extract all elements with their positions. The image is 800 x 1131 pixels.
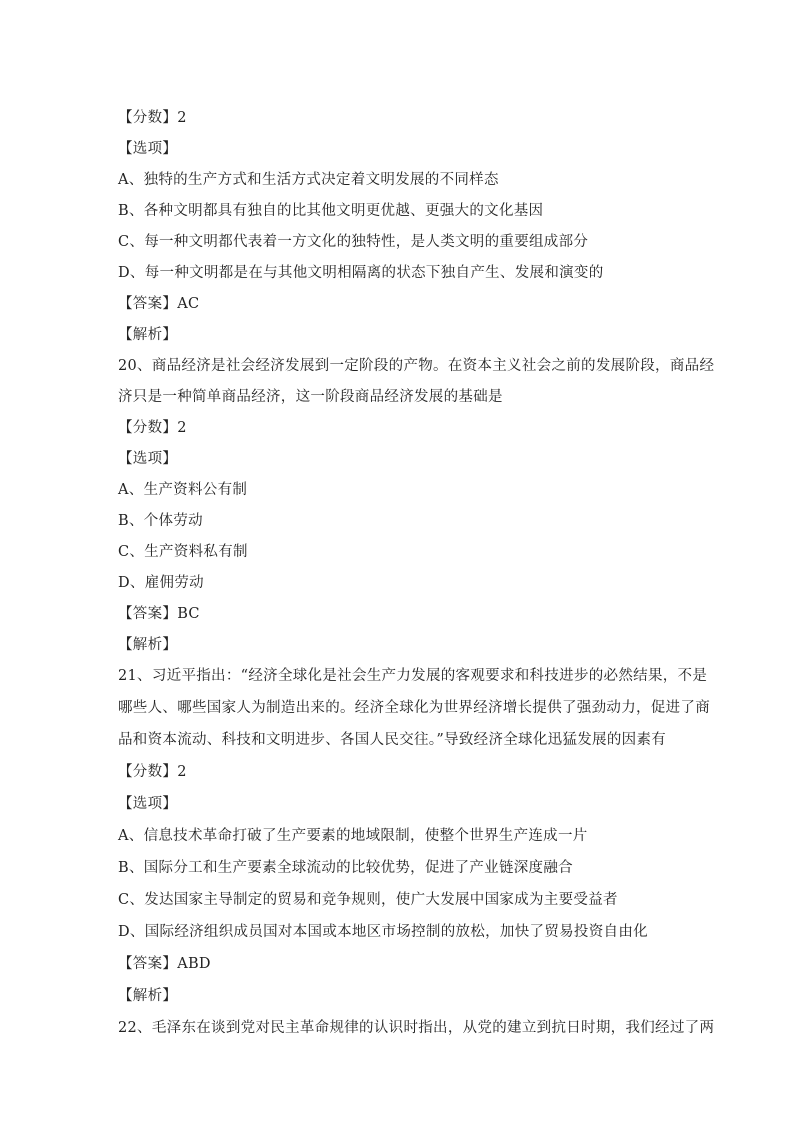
analysis-label: 【解析】 [118, 988, 178, 1004]
option-a: A、信息技术革命打破了生产要素的地域限制，使整个世界生产连成一片 [118, 828, 588, 844]
analysis-label: 【解析】 [118, 637, 178, 653]
answer-label: 【答案】ABD [118, 956, 211, 972]
analysis-label: 【解析】 [118, 327, 178, 343]
option-b: B、国际分工和生产要素全球流动的比较优势，促进了产业链深度融合 [118, 860, 573, 876]
option-c: C、每一种文明都代表着一方文化的独特性，是人类文明的重要组成部分 [118, 234, 589, 250]
score-label: 【分数】2 [118, 420, 187, 436]
question-21-line-2: 哪些人、哪些国家人为制造出来的。经济全球化为世界经济增长提供了强劲动力，促进了商 [118, 700, 710, 716]
question-22-line-1: 22、毛泽东在谈到党对民主革命规律的认识时指出，从党的建立到抗日时期，我们经过了两 [118, 1020, 715, 1036]
option-c: C、发达国家主导制定的贸易和竞争规则，使广大发展中国家成为主要受益者 [118, 892, 618, 908]
question-20-line-2: 济只是一种简单商品经济，这一阶段商品经济发展的基础是 [118, 389, 503, 405]
options-label: 【选项】 [118, 141, 178, 157]
option-a: A、独特的生产方式和生活方式决定着文明发展的不同样态 [118, 172, 499, 188]
options-label: 【选项】 [118, 796, 178, 812]
answer-label: 【答案】AC [118, 296, 200, 312]
options-label: 【选项】 [118, 451, 178, 467]
option-d: D、雇佣劳动 [118, 575, 204, 591]
option-c: C、生产资料私有制 [118, 544, 248, 560]
option-b: B、各种文明都具有独自的比其他文明更优越、更强大的文化基因 [118, 203, 544, 219]
question-21-line-3: 品和资本流动、科技和文明进步、各国人民交往。”导致经济全球化迅猛发展的因素有 [118, 732, 667, 748]
option-a: A、生产资料公有制 [118, 482, 248, 498]
score-label: 【分数】2 [118, 764, 187, 780]
option-d: D、国际经济组织成员国对本国或本地区市场控制的放松，加快了贸易投资自由化 [118, 924, 648, 940]
score-label: 【分数】2 [118, 110, 187, 126]
question-20-line-1: 20、商品经济是社会经济发展到一定阶段的产物。在资本主义社会之前的发展阶段，商品经 [118, 358, 715, 374]
option-d: D、每一种文明都是在与其他文明相隔离的状态下独自产生、发展和演变的 [118, 265, 604, 281]
question-21-line-1: 21、习近平指出：“经济全球化是社会生产力发展的客观要求和科技进步的必然结果，不是 [118, 668, 708, 684]
option-b: B、个体劳动 [118, 513, 203, 529]
answer-label: 【答案】BC [118, 606, 200, 622]
